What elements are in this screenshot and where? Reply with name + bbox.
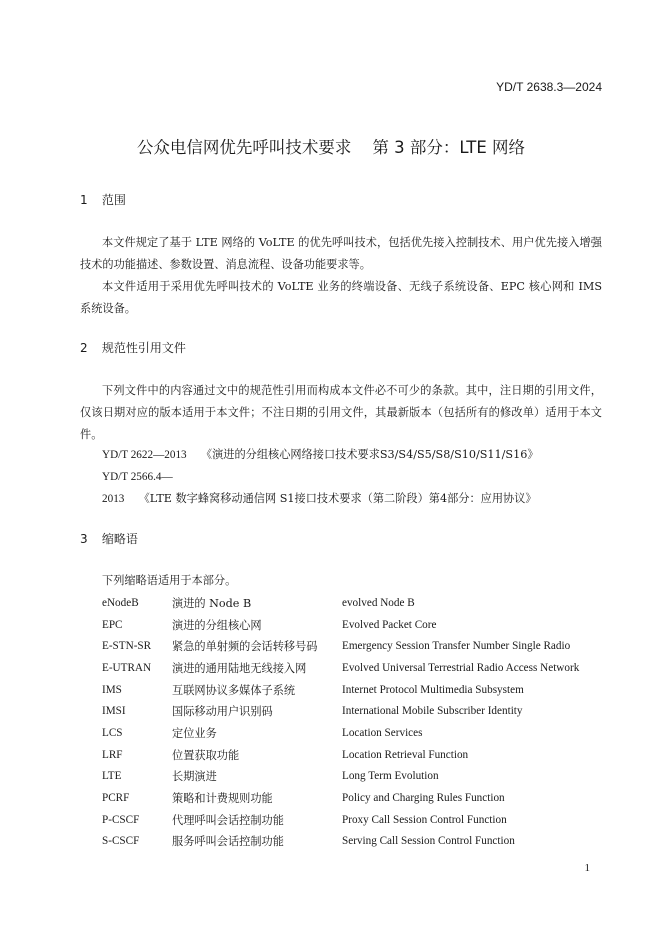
abbr-cell: EPC: [102, 618, 123, 631]
normative-intro: [80, 380, 602, 446]
abbr-chinese-cell: 演进的分组核心网: [172, 618, 262, 632]
abbr-cell: LCS: [102, 726, 123, 739]
section-title: 范围: [101, 193, 126, 207]
reference-item: [102, 466, 602, 510]
abbr-cell: LRF: [102, 748, 123, 761]
table-row: [102, 787, 579, 809]
reference-code: YD/T 2622—2013: [102, 449, 187, 461]
abbr-cell: E-STN-SR: [102, 640, 152, 653]
abbr-english-cell: Location Services: [342, 726, 423, 739]
abbr-cell: IMSI: [102, 705, 126, 718]
table-row: [102, 700, 579, 722]
abbr-cell: IMS: [102, 683, 122, 696]
abbr-chinese-cell: 策略和计费规则功能: [172, 792, 273, 806]
table-row: [102, 744, 579, 766]
section-heading-scope: [80, 191, 126, 208]
abbr-english-cell: Proxy Call Session Control Function: [342, 813, 507, 826]
scope-body: [80, 232, 602, 320]
abbr-cell: LTE: [102, 770, 122, 783]
table-row: [102, 657, 579, 679]
abbr-english-cell: Internet Protocol Multimedia Subsystem: [342, 683, 524, 696]
section-title: 规范性引用文件: [101, 341, 186, 355]
abbr-cell: P-CSCF: [102, 813, 140, 826]
abbr-english-cell: Long Term Evolution: [342, 770, 439, 783]
abbr-english-cell: Policy and Charging Rules Function: [342, 792, 505, 805]
table-row: [102, 679, 579, 701]
section-number: 1: [80, 193, 88, 207]
abbr-cell: S-CSCF: [102, 835, 140, 848]
abbr-english-cell: Evolved Universal Terrestrial Radio Access Network: [342, 661, 580, 674]
abbreviations-table: [102, 592, 579, 852]
page-number: 1: [584, 862, 590, 874]
table-row: [102, 766, 579, 788]
section-number: 3: [80, 532, 88, 546]
abbr-english-cell: Evolved Packet Core: [342, 618, 437, 631]
document-code: YD/T 2638.3—2024: [496, 80, 602, 94]
abbr-cell: eNodeB: [102, 596, 139, 609]
abbr-chinese-cell: 服务呼叫会话控制功能: [172, 835, 284, 849]
reference-list: [102, 444, 602, 510]
abbr-chinese-cell: 紧急的单射频的会话转移号码: [172, 640, 318, 654]
abbr-chinese-cell: 位置获取功能: [172, 748, 240, 762]
abbr-chinese-cell: 国际移动用户识别码: [172, 705, 273, 719]
table-row: [102, 614, 579, 636]
abbr-english-cell: Location Retrieval Function: [342, 748, 469, 761]
normative-intro-paragraph: 下列文件中的内容通过文中的规范性引用而构成本文件必不可少的条款。其中，注日期的引用文件，仅该日期对应的版本适用于本文件；不注日期的引用文件，其最新版本（包括所有的修改单）适用于本文件。: [80, 384, 602, 441]
abbr-english-cell: Serving Call Session Control Function: [342, 835, 515, 848]
table-row: [102, 831, 579, 853]
section-heading-normative-references: [80, 339, 186, 356]
abbr-chinese-cell: 定位业务: [172, 726, 217, 740]
section-title: 缩略语: [101, 532, 138, 546]
reference-item: [102, 444, 602, 466]
abbr-english-cell: International Mobile Subscriber Identity: [342, 705, 523, 718]
abbr-cell: E-UTRAN: [102, 661, 152, 674]
abbr-english-cell: evolved Node B: [342, 596, 415, 609]
reference-title: 《演进的分组核心网络接口技术要求S3/S4/S5/S8/S10/S11/S16》: [200, 448, 539, 461]
abbreviations-intro: 下列缩略语适用于本部分。: [102, 574, 237, 587]
table-row: [102, 809, 579, 831]
reference-code: YD/T 2566.4—2013: [102, 471, 173, 505]
reference-title: 《LTE 数字蜂窝移动通信网 S1接口技术要求（第二阶段）第4部分：应用协议》: [138, 492, 537, 505]
abbr-chinese-cell: 互联网协议多媒体子系统: [172, 683, 296, 697]
table-row: [102, 722, 579, 744]
abbr-chinese-cell: 代理呼叫会话控制功能: [172, 813, 284, 827]
section-number: 2: [80, 341, 88, 355]
scope-paragraph-2: 本文件适用于采用优先呼叫技术的 VoLTE 业务的终端设备、无线子系统设备、EPC 核心网和 IMS 系统设备。: [80, 280, 602, 315]
section-heading-abbreviations: [80, 530, 138, 547]
table-row: [102, 592, 579, 614]
abbr-chinese-cell: 演进的 Node B: [172, 596, 252, 610]
abbr-chinese-cell: 长期演进: [172, 770, 217, 784]
abbr-chinese-cell: 演进的通用陆地无线接入网: [172, 661, 307, 675]
abbr-cell: PCRF: [102, 792, 130, 805]
table-row: [102, 635, 579, 657]
scope-paragraph-1: 本文件规定了基于 LTE 网络的 VoLTE 的优先呼叫技术，包括优先接入控制技术、用户优先接入增强技术的功能描述、参数设置、消息流程、设备功能要求等。: [80, 236, 602, 271]
document-title: 公众电信网优先呼叫技术要求 第 3 部分：LTE 网络: [136, 138, 526, 157]
abbr-english-cell: Emergency Session Transfer Number Single Radio: [342, 640, 571, 653]
